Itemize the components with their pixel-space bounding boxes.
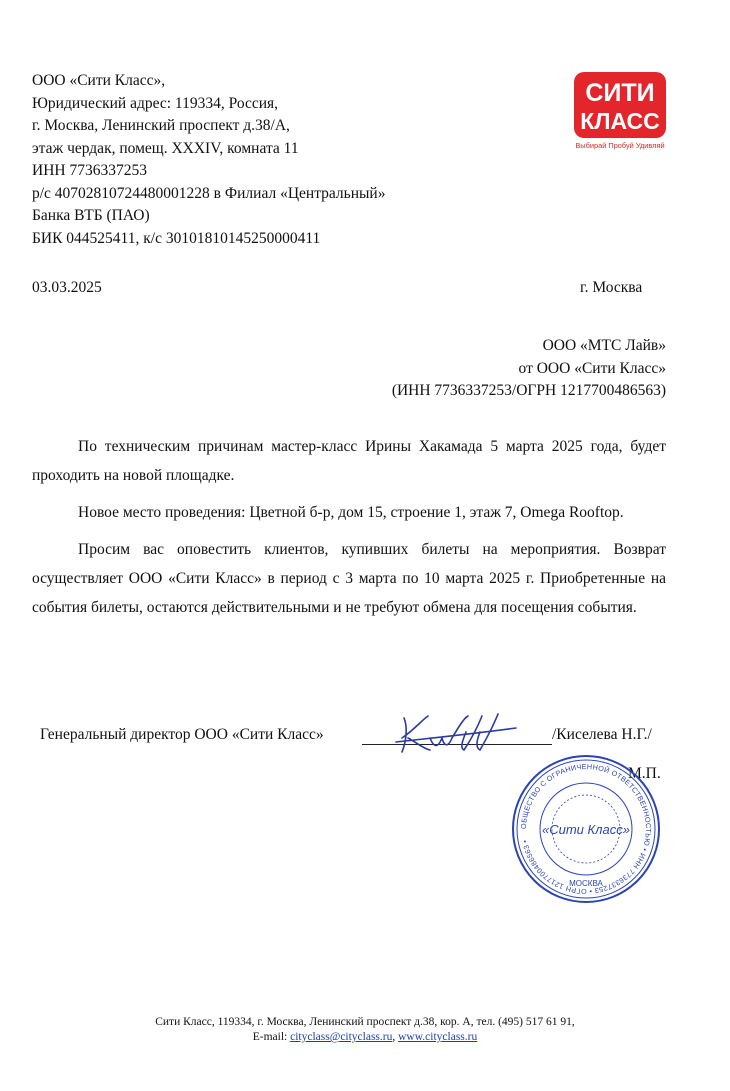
logo-tagline: Выбирай Пробуй Удивляй [575, 141, 665, 150]
recipient-block [392, 335, 666, 403]
recipient-line: ООО «МТС Лайв» [542, 337, 666, 354]
logo-line2: КЛАСС [580, 108, 660, 134]
sender-line: БИК 044525411, к/с 30101810145250000411 [32, 229, 321, 247]
footer-email-link[interactable]: cityclass@cityclass.ru [290, 1031, 393, 1043]
logo-line1: СИТИ [585, 79, 655, 107]
body-paragraph: Просим вас оповестить клиентов, купивших билеты на мероприятия. Возврат осуществляет ООО «Сити Класс» в период с 3 марта по 10 марта 2025 г. Приобретенные на события билеты, остаются действительными и не требуют обмена для посещения события. [32, 541, 666, 616]
body-paragraph: Новое место проведения: Цветной б-р, дом 15, строение 1, этаж 7, Omega Rooftop. [78, 504, 624, 521]
seal-ring-text: ОБЩЕСТВО С ОГРАНИЧЕННОЙ ОТВЕТСТВЕННОСТЬЮ • ИНН 7736337253 • ОГРН 1217700486563 • [518, 761, 654, 897]
handwritten-signature [392, 708, 522, 756]
sender-line: этаж чердак, помещ. XXXIV, комната 11 [32, 139, 299, 157]
stamp-place-label: М.П. [628, 765, 661, 782]
seal-center-text: «Сити Класс» [542, 822, 630, 837]
seal-bottom-text: МОСКВА [569, 879, 603, 888]
document-city: г. Москва [580, 279, 643, 296]
body-paragraph: По техническим причинам мастер-класс Ирины Хакамада 5 марта 2025 года, будет проходить на новой площадке. [32, 438, 666, 484]
sender-line: г. Москва, Ленинский проспект д.38/А, [32, 117, 290, 134]
sender-line: ООО «Сити Класс», [32, 72, 166, 89]
recipient-line: (ИНН 7736337253/ОГРН 1217700486563) [391, 382, 666, 399]
document-date: 03.03.2025 [32, 279, 102, 296]
city-class-logo [560, 70, 678, 150]
recipient-line: от ООО «Сити Класс» [518, 359, 666, 377]
sender-line: р/с 40702810724480001228 в Филиал «Центральный» [32, 184, 386, 202]
footer-address: Сити Класс, 119334, г. Москва, Ленинский проспект д.38, кор. А, тел. (495) 517 61 91, [155, 1016, 575, 1028]
letter-body [32, 432, 666, 630]
footer-separator: , [392, 1031, 396, 1043]
sender-block [32, 70, 385, 250]
sender-line: Юридический адрес: 119334, Россия, [32, 94, 279, 112]
sender-line: ИНН 7736337253 [32, 162, 147, 179]
footer-website-link[interactable]: www.cityclass.ru [398, 1031, 478, 1043]
footer-contacts [0, 1030, 730, 1045]
footer [0, 1015, 730, 1045]
signatory-name: /Киселева Н.Г./ [552, 726, 652, 743]
footer-email-label: E-mail: [252, 1031, 288, 1043]
signatory-title: Генеральный директор ООО «Сити Класс» [40, 726, 324, 743]
company-seal [510, 753, 662, 905]
sender-line: Банка ВТБ (ПАО) [32, 207, 150, 224]
